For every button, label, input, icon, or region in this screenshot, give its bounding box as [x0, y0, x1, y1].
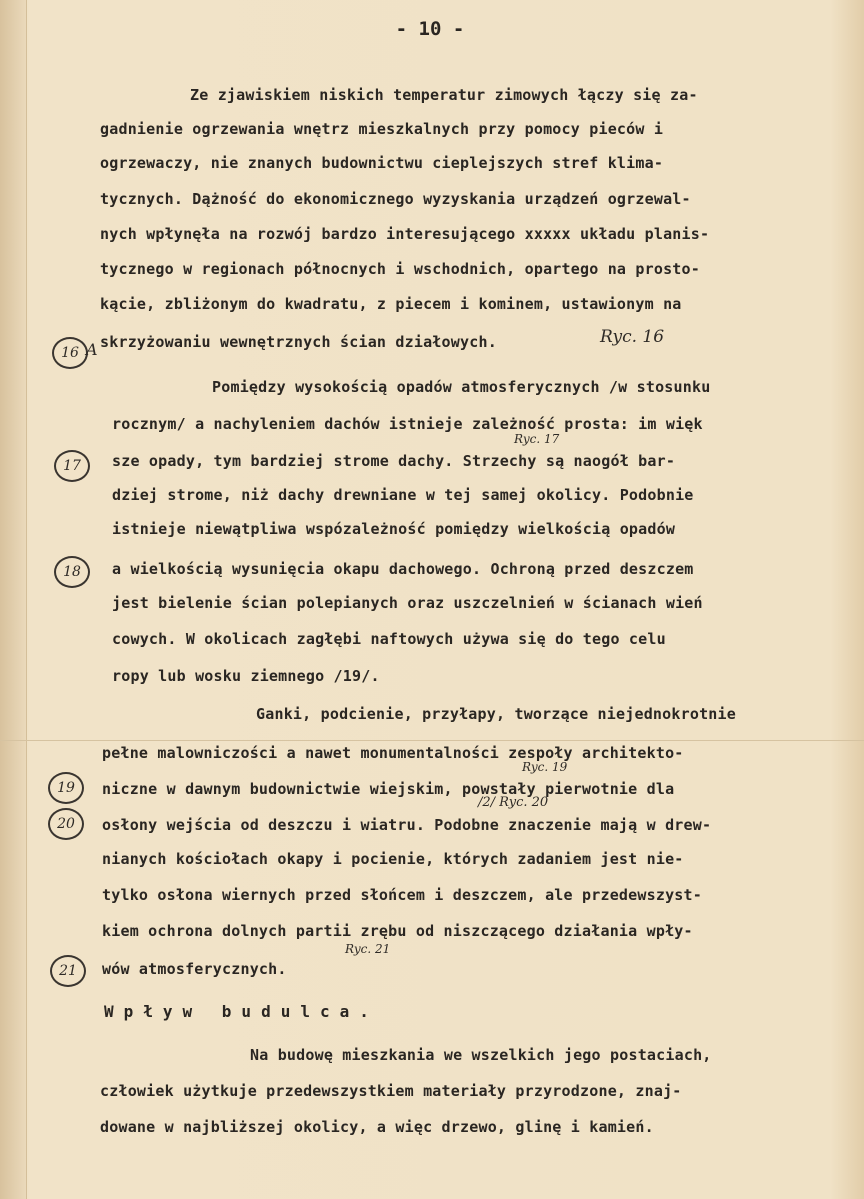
text-line: dziej strome, niż dachy drewniane w tej samej okolicy. Podobnie — [112, 486, 694, 504]
margin-reference-marker: 16 — [52, 337, 88, 369]
handwritten-figure-note: Ryc. 19 — [522, 760, 568, 774]
text-line: tycznego w regionach północnych i wschodnich, opartego na prosto- — [100, 260, 700, 278]
text-line: gadnienie ogrzewania wnętrz mieszkalnych przy pomocy pieców i — [100, 120, 664, 138]
margin-reference-marker: 19 — [48, 772, 84, 804]
text-line: jest bielenie ścian polepianych oraz uszczelnień w ścianach wień — [112, 594, 703, 612]
page-number: - 10 - — [395, 18, 465, 40]
text-line: cowych. W okolicach zagłębi naftowych używa się do tego celu — [112, 630, 666, 648]
text-line: nych wpłynęła na rozwój bardzo interesującego xxxxx układu planis- — [100, 225, 710, 243]
text-line: człowiek użytkuje przedewszystkiem materiały przyrodzone, znaj- — [100, 1082, 682, 1100]
text-line: a wielkością wysunięcia okapu dachowego. Ochroną przed deszczem — [112, 560, 694, 578]
handwritten-figure-note: Ryc. 17 — [514, 432, 560, 446]
margin-reference-marker: 17 — [54, 450, 90, 482]
text-line: osłony wejścia od deszczu i wiatru. Podobne znaczenie mają w drew- — [102, 816, 712, 834]
text-line: niczne w dawnym budownictwie wiejskim, powstały pierwotnie dla — [102, 780, 675, 798]
handwritten-figure-note: Ryc. 16 — [600, 327, 665, 347]
text-line: ropy lub wosku ziemnego /19/. — [112, 667, 380, 685]
page-fold-line — [0, 740, 864, 741]
text-line: ogrzewaczy, nie znanych budownictwu cieplejszych stref klima- — [100, 154, 664, 172]
handwritten-figure-note: /2/ Ryc. 20 — [478, 795, 549, 810]
text-line: rocznym/ a nachyleniem dachów istnieje zależność prosta: im więk — [112, 415, 703, 433]
section-heading: Wpływ budulca. — [104, 1002, 379, 1021]
text-line: wów atmosferycznych. — [102, 960, 287, 978]
margin-reference-marker: 20 — [48, 808, 84, 840]
page-binding-edge — [0, 0, 27, 1199]
text-line: Na budowę mieszkania we wszelkich jego postaciach, — [250, 1046, 712, 1064]
margin-reference-suffix: A — [86, 340, 98, 359]
text-line: dowane w najbliższej okolicy, a więc drzewo, glinę i kamień. — [100, 1118, 654, 1136]
text-line: tylko osłona wiernych przed słońcem i deszczem, ale przedewszyst- — [102, 886, 702, 904]
handwritten-figure-note: Ryc. 21 — [345, 942, 391, 956]
text-line: istnieje niewątpliwa wspózależność pomiędzy wielkością opadów — [112, 520, 676, 538]
text-line: pełne malowniczości a nawet monumentalności zespoły architekto- — [102, 744, 684, 762]
text-line: Pomiędzy wysokością opadów atmosferycznych /w stosunku — [212, 378, 711, 396]
text-line: Ganki, podcienie, przyłapy, tworzące niejednokrotnie — [256, 705, 736, 723]
margin-reference-marker: 18 — [54, 556, 90, 588]
text-line: tycznych. Dążność do ekonomicznego wyzyskania urządzeń ogrzewal- — [100, 190, 691, 208]
text-line: Ze zjawiskiem niskich temperatur zimowych łączy się za- — [190, 86, 698, 104]
text-line: nianych kościołach okapy i pocienie, których zadaniem jest nie- — [102, 850, 684, 868]
margin-reference-marker: 21 — [50, 955, 86, 987]
text-line: sze opady, tym bardziej strome dachy. Strzechy są naogół bar- — [112, 452, 676, 470]
text-line: kiem ochrona dolnych partii zrębu od niszczącego działania wpły- — [102, 922, 693, 940]
text-line: kącie, zbliżonym do kwadratu, z piecem i kominem, ustawionym na — [100, 295, 682, 313]
text-line: skrzyżowaniu wewnętrznych ścian działowych. — [100, 333, 497, 351]
